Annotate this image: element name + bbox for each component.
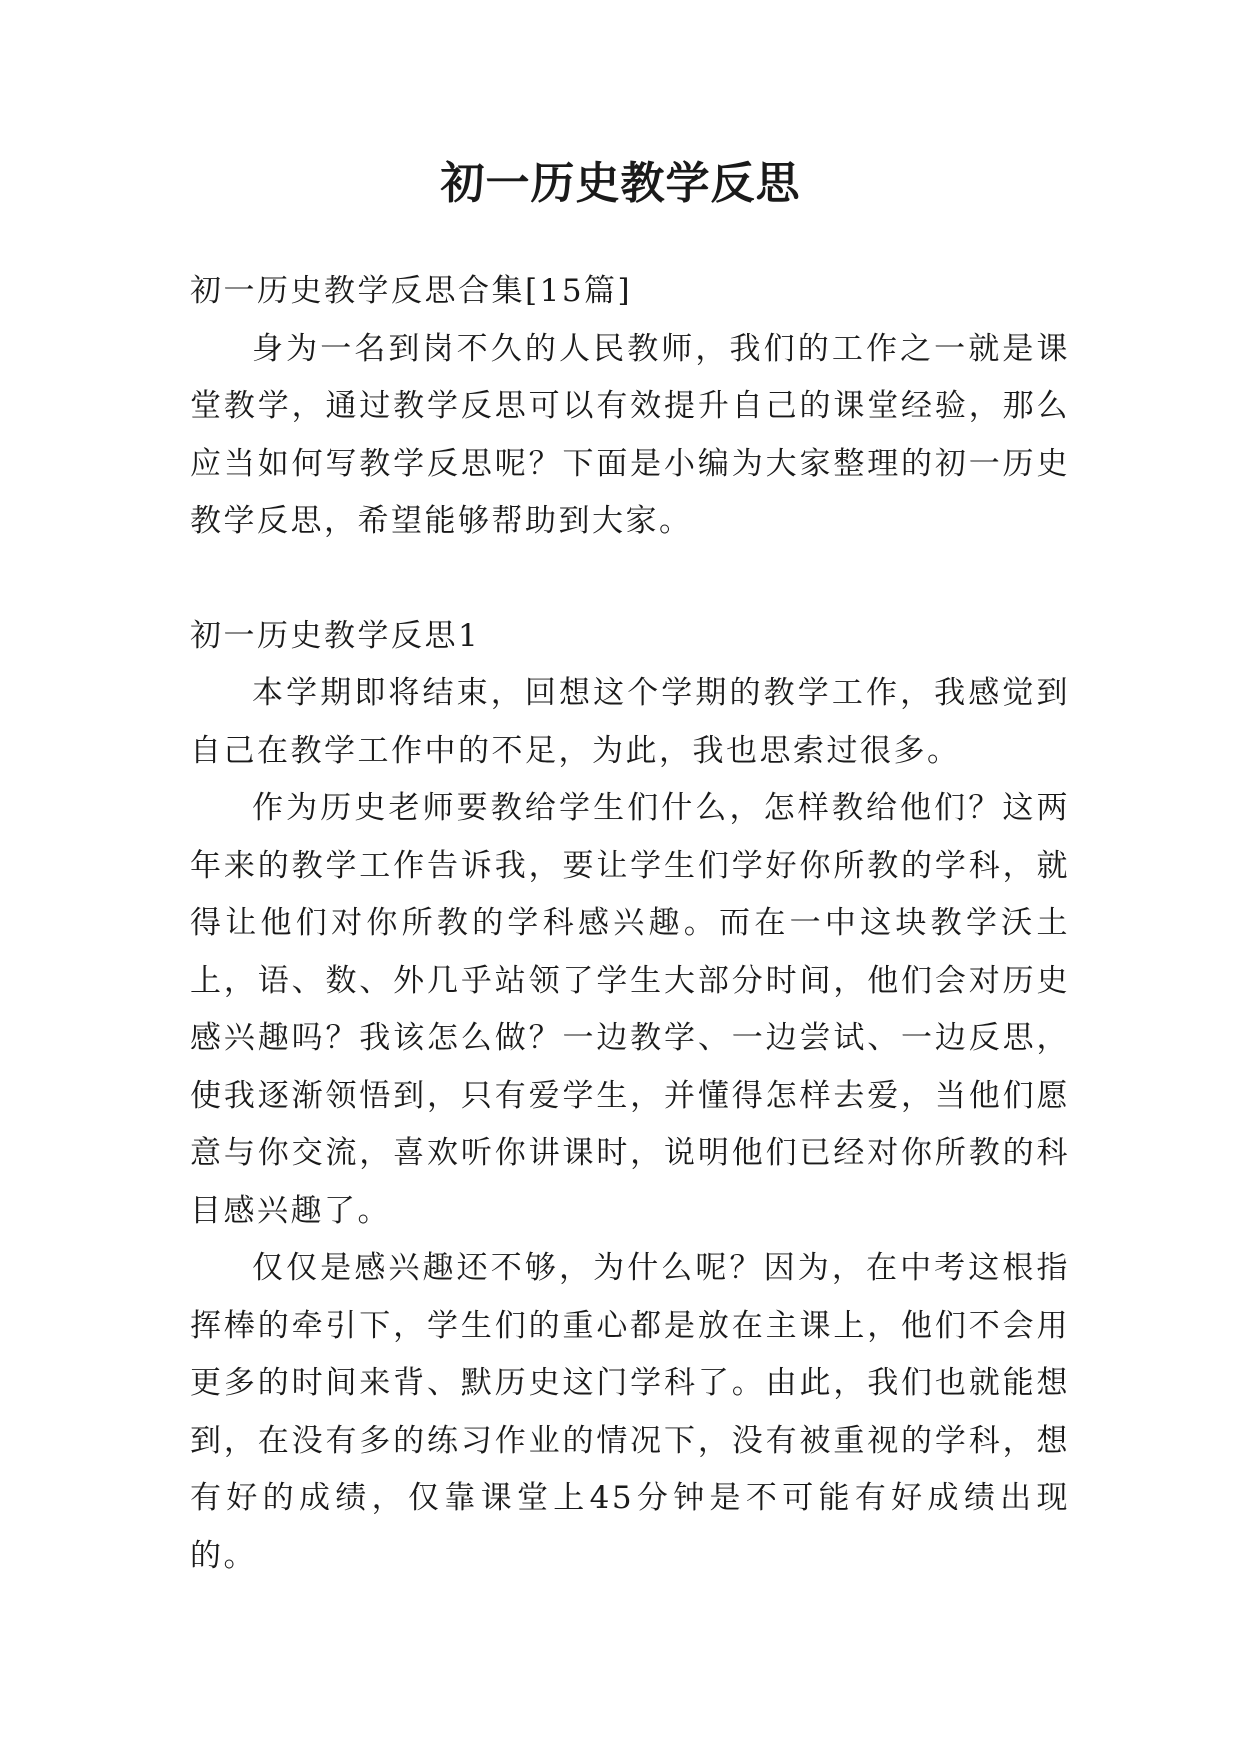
- section-heading: 初一历史教学反思1: [190, 617, 481, 654]
- body-paragraph: 仅仅是感兴趣还不够，为什么呢？因为，在中考这根指挥棒的牵引下，学生们的重心都是放在主课上，他们不会用更多的时间来背、默历史这门学科了。由此，我们也就能想到，在没有多的练习作业的情况下，没有被重视的学科，想有好的成绩，仅靠课堂上45分钟是不可能有好成绩出现的。: [190, 1250, 1070, 1574]
- section-spacer: [190, 551, 1070, 608]
- body-paragraph: 本学期即将结束，回想这个学期的教学工作，我感觉到自己在教学工作中的不足，为此，我也思索过很多。: [190, 675, 1070, 769]
- document-title: 初一历史教学反思: [440, 158, 801, 209]
- collection-subtitle: 初一历史教学反思合集[15篇]: [190, 273, 633, 309]
- body-paragraph: 作为历史老师要教给学生们什么，怎样教给他们？这两年来的教学工作告诉我，要让学生们学好你所教的学科，就得让他们对你所教的学科感兴趣。而在一中这块教学沃土上，语、数、外几乎站领了学生大部分时间，他们会对历史感兴趣吗？我该怎么做？一边教学、一边尝试、一边反思，使我逐渐领悟到，只有爱学生，并懂得怎样去爱，当他们愿意与你交流，喜欢听你讲课时，说明他们已经对你所教的科目感兴趣了。: [190, 790, 1070, 1229]
- document-body: [190, 263, 1070, 1585]
- intro-paragraph: 身为一名到岗不久的人民教师，我们的工作之一就是课堂教学，通过教学反思可以有效提升自己的课堂经验，那么应当如何写教学反思呢？下面是小编为大家整理的初一历史教学反思，希望能够帮助到大家。: [190, 330, 1070, 539]
